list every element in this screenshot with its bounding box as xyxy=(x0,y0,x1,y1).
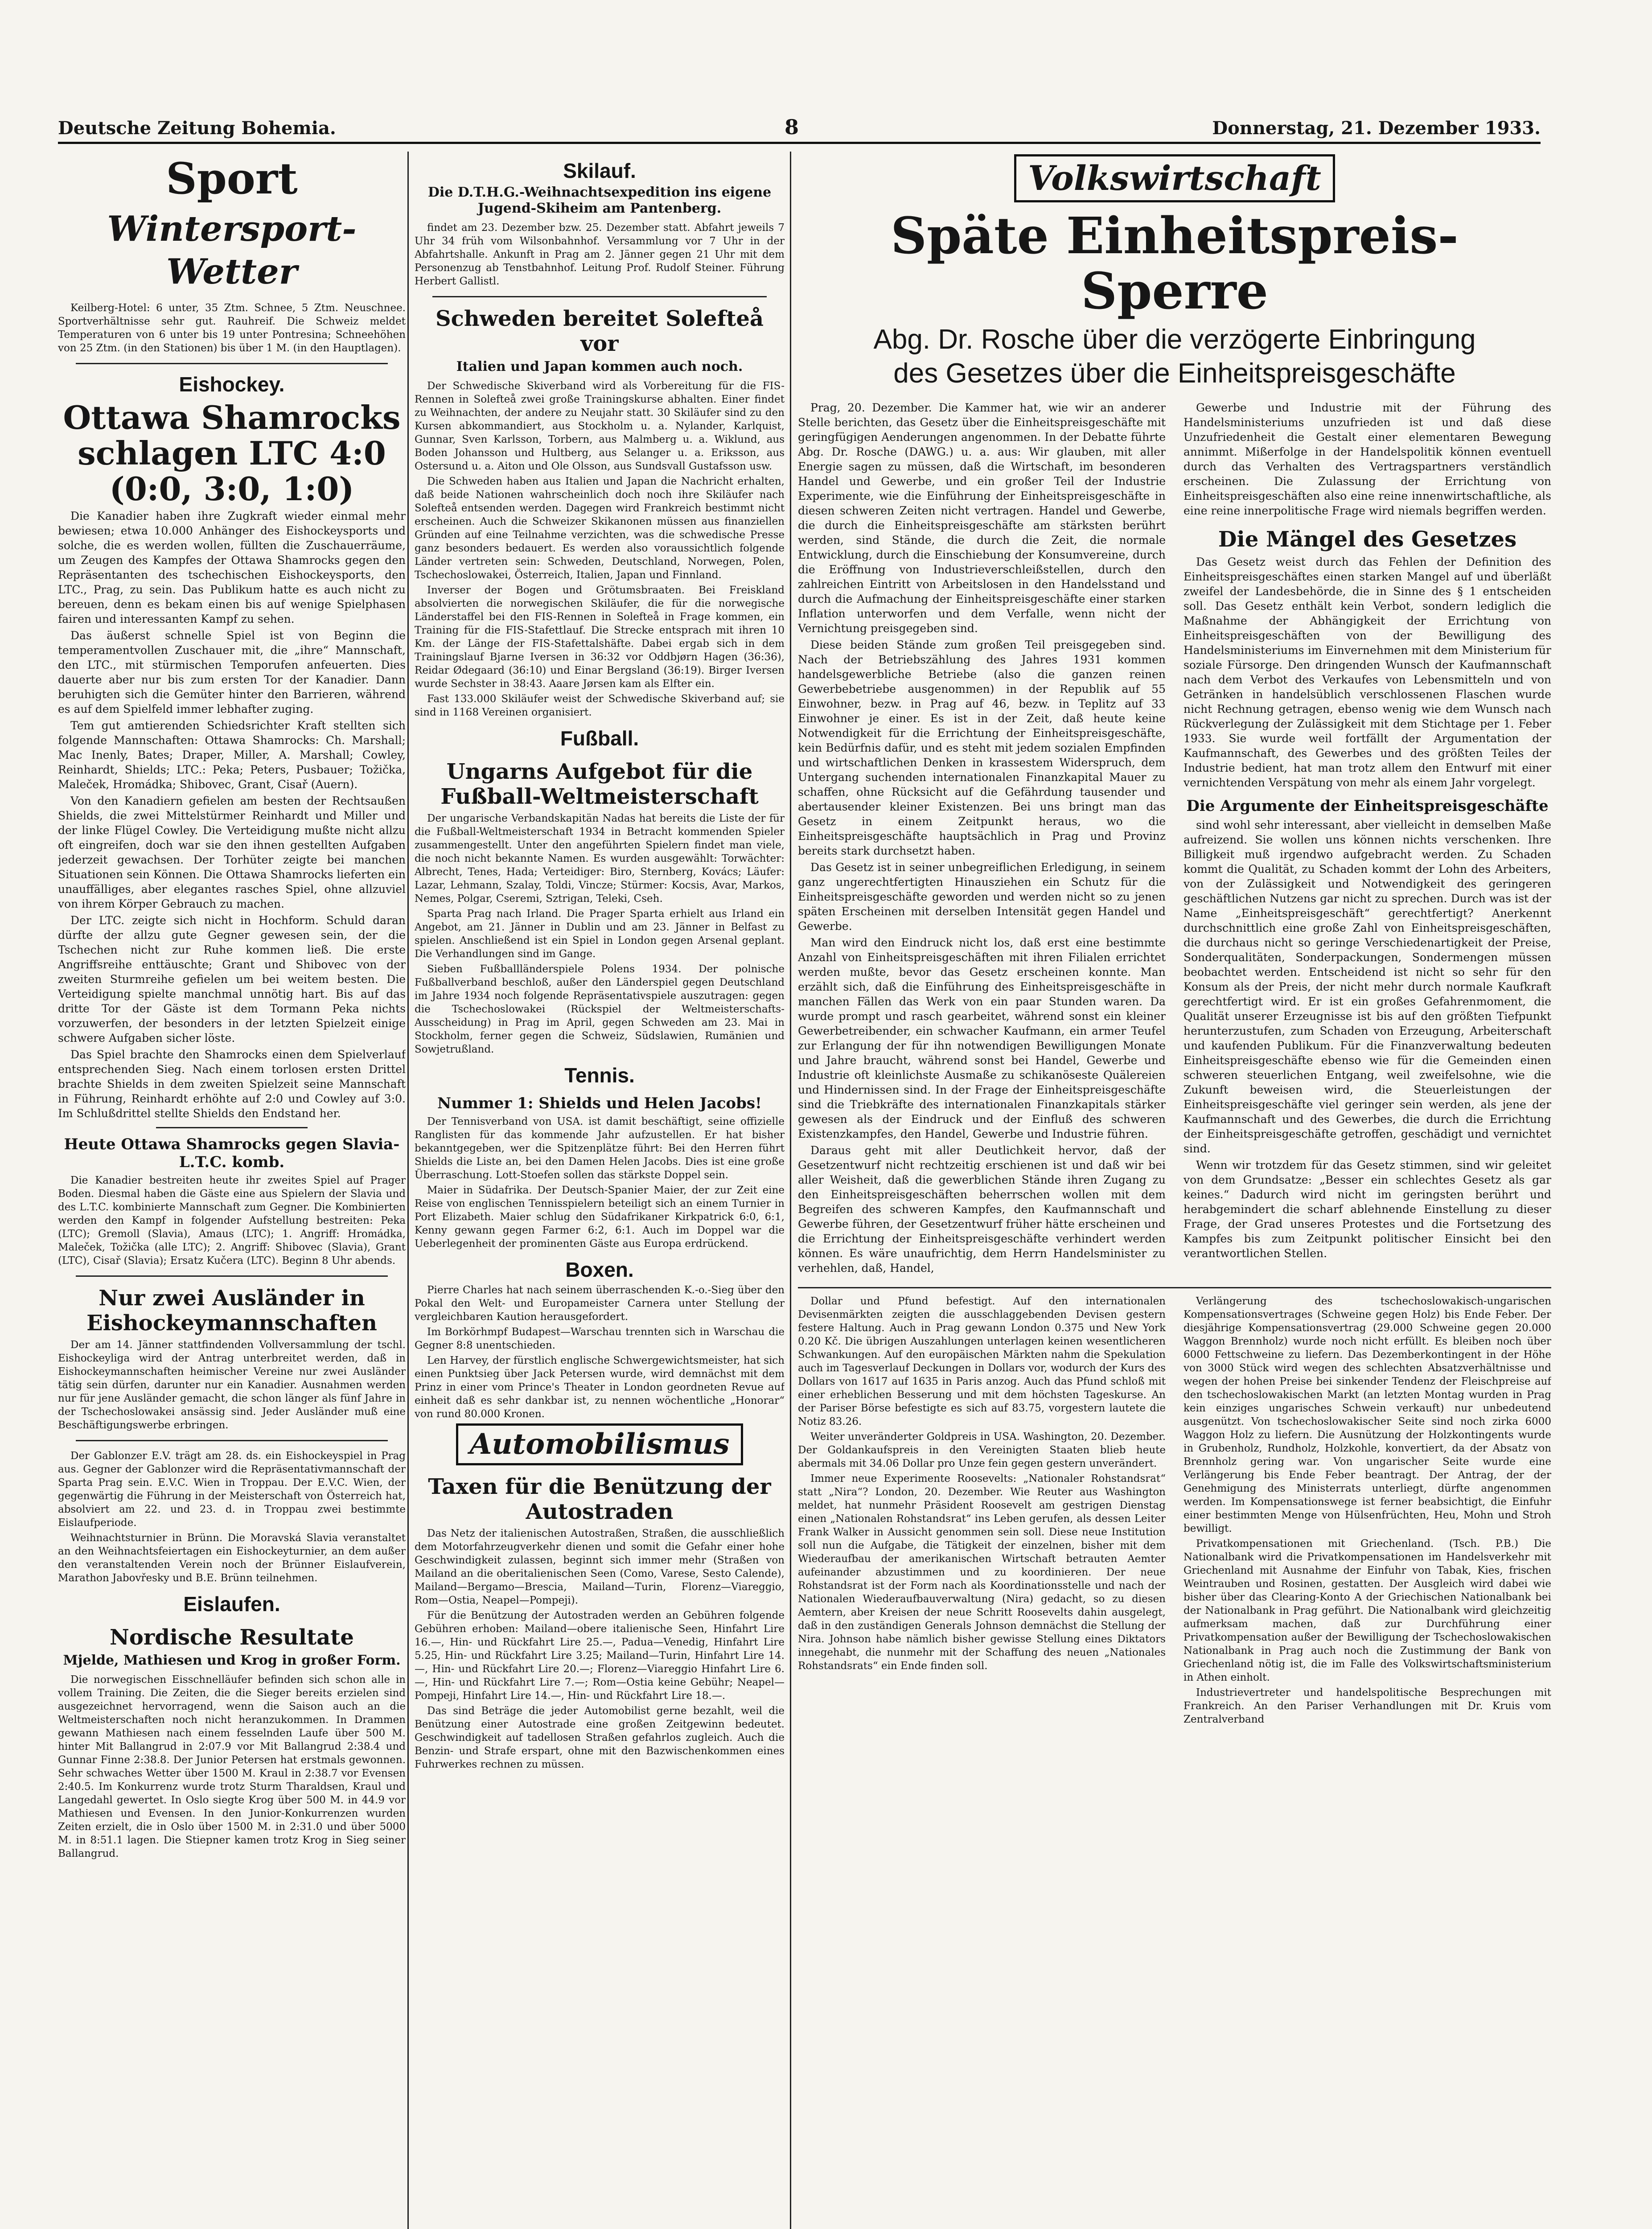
section-title-sport: Sport xyxy=(166,153,298,204)
kicker-eislaufen: Eislaufen. xyxy=(183,1592,280,1616)
main-deck-line: Abg. Dr. Rosche über die verzögerte Einbringung xyxy=(873,324,1476,355)
article-text: Der Gablonzer E.V. trägt am 28. ds. ein Eishockeyspiel in Prag aus. Gegner der Gablonzer wird die Repräsentativmannschaft der Sparta Prag sein. E.V.C. Wien in Troppau. Der E.V.C. Wien, der gegenwärtig die Führung in der Meisterschaft von Österreich hat, absolviert am 22. und 23. d. in Troppau zwei bestimmte Eislaufperiode. xyxy=(58,1450,406,1529)
headline-ungarns: Ungarns Aufgebot für die Fußball-Weltmeisterschaft xyxy=(440,759,759,809)
masthead-name: Deutsche Zeitung Bohemia. xyxy=(58,118,336,139)
article-text: Pierre Charles hat nach seinem überraschenden K.-o.-Sieg über den Pokal den Welt- und Europameister Carnera unter Stellung der vergleichbaren Kaution herausgefordert. xyxy=(415,1284,785,1323)
article-text: Inverser der Bogen und Grötumsbraaten. Bei Freiskland absolvierten die norwegischen Skiläufer, die für die norwegische Länderstaffel bei den FIS-Rennen in Solefteå in Frage kommen, ein Training für die FIS-Stafettlauf. Die Strecke entsprach mit ihren 10 Km. der Länge der FIS-Stafettalshäfte. Dabei ergab sich in dem Trainingslauf Bjarne Iversen in 36:32 vor Oddbjørn Hagen (36:36), Reidar Ødegaard (36:10) und Einar Bergsland (36:19). Birger Iversen wurde Sechster in 38:43. Aaare Jørsen kam als Elfter ein. xyxy=(415,584,785,690)
main-article xyxy=(798,400,1551,1277)
headline-nur-zwei: Nur zwei Ausländer in Eishockeymannschaften xyxy=(86,1286,377,1336)
article-text: Der ungarische Verbandskapitän Nadas hat bereits die Liste der für die Fußball-Weltmeisterschaft 1934 in Betracht kommenden Spieler zusammengestellt. Unter den angeführten Spielern findet man viele, die noch nicht bekannte Namen. Es wurden ausgewählt: Torwächter: Albrecht, Tenes, Hada; Verteidiger: Biro, Sternberg, Kovács; Läufer: Lazar, Lehmann, Szalay, Toldi, Vincze; Stürmer: Kocsis, Avar, Markos, Nemes, Polgar, Cseremi, Sztrigan, Teleki, Cseh. xyxy=(415,813,785,905)
article-text: Von den Kanadiern gefielen am besten der Rechtsaußen Shields, die zwei Mittelstürmer Reinhardt und Miller und der linke Flügel Cowley. Die Verteidigung mußte nicht allzu oft eingreifen, doch war sie den ihnen gestellten Aufgaben jederzeit gewachsen. Der Torhüter zeigte bei manchen Situationen sein Können. Die Ottawa Shamrocks lieferten ein unauffälliges, aber elegantes rasches Spiel, ohne allzuviel von ihrem Körper Gebrauch zu machen. xyxy=(58,794,406,910)
article-text: Sparta Prag nach Irland. Die Prager Sparta erhielt aus Irland ein Angebot, am 21. Jänner in Dublin und am 23. Jänner in Belfast zu spielen. Anschließend ist ein Spiel in London gegen Arsenal geplant. Die Verhandlungen sind im Gange. xyxy=(415,908,785,960)
article-text: Daraus geht mit aller Deutlichkeit hervor, daß der Gesetzentwurf nicht rechtzeitig erschienen ist und daß wir bei aller Weisheit, daß die gewerblichen Stände ihren Zugang zu den Einheitspreisgeschäften beherrschen wollen mit dem Begreifen des schweren Kampfes, den Kaufmannschaft und Gewerbe führen, der Gesetzentwurf früher hätte erscheinen und die Errichtung der Einheitspreisgeschäfte verhindert werden können. Es wäre unaufrichtig, dem Herrn Handelsminister zu verhehlen, daß, Handel, xyxy=(798,1144,1166,1275)
sport-column-2 xyxy=(415,152,785,2229)
kicker-fussball: Fußball. xyxy=(560,727,639,750)
headline-taxen: Taxen für die Benützung der Autostraden xyxy=(428,1474,771,1524)
article-text: Fast 133.000 Skiläufer weist der Schwedische Skiverband auf; sie sind in 1168 Vereinen organisiert. xyxy=(415,693,785,718)
kicker-skilauf: Skilauf. xyxy=(563,159,636,182)
article-text: sind wohl sehr interessant, aber vielleicht in demselben Maße aufreizend. Sie wollen uns können nichts verschenken. Ihre Billigkeit muß irgendwo aufgebracht werden. Zu Schaden kommt die Qualität, zu Schaden kommt der Lohn des Arbeiters, von der Zulässigkeit und Notwendigkeit des geringeren geschäftlichen Nutzens gar nicht zu sprechen. Durch was ist der Name „Einheitspreisgeschäft“ gerechtfertigt? Anerkennt durchschnittlich eine große Zahl von Einheitspreisgeschäften, die durchaus nicht so geringe Verschiedenartigkeit der Preise, Sonderqualitäten, Sonderpackungen, Sondermengen müssen beobachtet werden. Entscheidend ist nicht so sehr für den Konsum als der Preis, der nicht mehr durch normale Kaufkraft gerechtfertigt wird. Er ist ein großes Gefahrenmoment, die Qualität unserer Erzeugnisse ist bis auf den größten Tiefpunkt herunterzustufen, zum Schaden von Erzeugung, Arbeiterschaft und kaufenden Publikum. Für die Finanzverwaltung bedeuten Einheitspreisgeschäfte ebenso wie für die Gemeinden einen schweren steuerlichen Entgang, weil zweifelsohne, wie die Zukunft beweisen wird, die Steuerleistungen der Einheitspreisgeschäfte viel geringer sein werden, als jene der Kaufmannschaft und des Gewerbes, die durch die Errichtung der Einheitspreisgeschäfte getroffen, geschädigt und vernichtet sind. xyxy=(1184,818,1551,1155)
article-text: Der Tennisverband von USA. ist damit beschäftigt, seine offizielle Ranglisten für das kommende Jahr aufzustellen. Er hat bisher bekanntgegeben, wer die Spitzenplätze führt: Bei den Herren führt Shields die Liste an, bei den Damen Helen Jacobs. Dies ist eine große Überraschung. Lott-Stoefen sollen das stärkste Doppel sein. xyxy=(415,1116,785,1181)
running-head xyxy=(58,115,1541,144)
page-number: 8 xyxy=(785,115,799,139)
article-text: Das Netz der italienischen Autostraßen, Straßen, die ausschließlich dem Motorfahrzeugverkehr dienen und somit die Gefahr einer hohe Geschwindigkeit zulassen, beginnt sich immer mehr (Straßen von Mailand an die oberitalienischen Seen (Como, Varese, Sesto Calende), Mailand—Bergamo—Brescia, Mailand—Turin, Florenz—Viareggio, Rom—Ostia, Neapel—Pompeji). xyxy=(415,1528,785,1606)
headline-nummer-1: Nummer 1: Shields und Helen Jacobs! xyxy=(437,1094,762,1112)
article-text: Die Schweden haben aus Italien und Japan die Nachricht erhalten, daß beide Nationen wahrscheinlich doch noch ihre Skiläufer nach Solefteå entsenden werden. Dagegen wird Frankreich bestimmt nicht erscheinen. Auch die Schweizer Skikanonen müssen aus finanziellen Gründen auf eine Teilnahme verzichten, was die schwedische Presse ganz besonders bedauert. Es werden also voraussichtlich folgende Länder vertreten sein: Schweden, Deutschland, Norwegen, Polen, Tschechoslowakei, Österreich, Italien, Japan und Finnland. xyxy=(415,476,785,581)
article-text: Diese beiden Stände zum großen Teil preisgegeben sind. Nach der Betriebszählung des Jahres 1931 kommen handelsgewerbliche Betriebe (also die ganzen reinen Gewerbebetriebe ausgenommen) in der Republik auf 55 Einwohner, bezw. in Prag auf 46, bezw. in Teplitz auf 33 Einwohner je einer. Es ist in der Zeit, daß heute keine Notwendigkeit für die Errichtung der Einheitspreisgeschäfte, kein Bedürfnis dafür, und es steht mit jedem sozialen Empfinden und wirtschaftlichen Denken in krassestem Widerspruch, dem Untergang suchenden internationalen Finanzkapital Mauer zu schaffen, ohne Rücksicht auf die Gefährdung tausender und abertausender kleiner Existenzen. Bei uns bringt man das Gesetz in einem Zeitpunkt heraus, wo die Einheitspreisgeschäfte hauptsächlich in Prag und Provinz bereits stark durchsetzt haben. xyxy=(798,638,1166,857)
article-text: Immer neue Experimente Roosevelts: „Nationaler Rohstandsrat“ statt „Nira“? London, 20. Dezember. Wie Reuter aus Washington meldet, hat nunmehr Präsident Roosevelt am gestrigen Dienstag einen „Nationalen Rohstandsrat“ ins Leben gerufen, als dessen Leiter Frank Walker in Aussicht genommen sein soll. Diese neue Institution soll nun die Aufgabe, die Tätigkeit der einzelnen, bisher mit dem Wiederaufbau der amerikanischen Wirtschaft betrauten Aemter aufeinander abzustimmen und zu koordinieren. Der neue Rohstandsrat ist der Form nach als Koordinationsstelle und nach der Nationalen Wiederaufbauverwaltung (Nira) gedacht, so zu diesen Aemtern, aber Kreisen der neue Schritt Roosevelts dahin ausgelegt, daß in den zuständigen Generals Johnson demnächst die Stellung der Nira. Johnson habe nämlich bisher gewisse Stellung eines Diktators innegehabt, die nunmehr mit der Schaffung des neuen „Nationales Rohstandsrats“ ein Ende finden soll. xyxy=(798,1473,1166,1672)
article-text: Der am 14. Jänner stattfindenden Vollversammlung der tschl. Eishockeyliga wird der Antrag unterbreitet werden, daß in Eishockeymannschaften heimischer Vereine nur zwei Ausländer tätig sein dürfen, darunter nur ein Kanadier. Ausnahmen werden nur für jene Ausländer gemacht, die schon länger als fünf Jahre in der Tschechoslowakei ansässig sind. Jeder Ausländer muß eine Beschäftigungswerbe erbringen. xyxy=(58,1339,406,1431)
headline-deck: Mjelde, Mathiesen und Krog in großer Form. xyxy=(63,1653,401,1668)
article-text: Len Harvey, der fürstlich englische Schwergewichtsmeister, hat sich einen Punktsieg über Jack Petersen wurde, wird demnächst mit dem Prinz in einer vom Prince's Theater in London geordneten Revue auf einheit daß es sehr dankbar ist, zu nennen wöchentliche „Honorar“ von rund 80.000 Kronen. xyxy=(415,1355,785,1420)
article-text: Die Kanadier haben ihre Zugkraft wieder einmal mehr bewiesen; etwa 10.000 Anhänger des Eishockeysports und solche, die es werden wollen, füllten die Zuschauerräume, um Zeugen des Kampfes der Ottawa Shamrocks gegen den Repräsentanten des tschechischen Eishockeysports, den LTC., Prag, zu sein. Das Publikum hatte es auch nicht zu bereuen, denn es bekam einen bis auf wenige Spielphasen fairen und interessanten Kampf zu sehen. xyxy=(58,510,406,625)
section-title-volkswirtschaft: Volkswirtschaft xyxy=(1014,154,1335,202)
headline-schweden: Schweden bereitet Solefteå vor xyxy=(435,306,764,356)
section-divider xyxy=(798,1287,1551,1288)
subhead-maengel: Die Mängel des Gesetzes xyxy=(1218,527,1517,552)
article-text: Weihnachtsturnier in Brünn. Die Moravská Slavia veranstaltet an den Weihnachtsfeiertagen ein Eishockeyturnier, an dem außer den veranstaltenden Verein noch der Brünner Eislaufverein, Marathon Jabovřesky und B.E. Brünn teilnehmen. xyxy=(58,1532,406,1584)
article-text: Industrievertreter und handelspolitische Besprechungen mit Frankreich. An den Pariser Verhandlungen mit Dr. Kruis vom Zentralverband xyxy=(1184,1687,1551,1725)
article-text: Das Gesetz ist in seiner unbegreiflichen Erledigung, in seinem ganz ungerechtfertigten Hinausziehen ein Schutz für die Einheitspreisgeschäfte geworden und werden nicht so zu jenen späten Erscheinen mit derselben Intensität gegen Handel und Gewerbe. xyxy=(798,861,1166,933)
main-deck xyxy=(798,323,1551,391)
headline-deck: Die D.T.H.G.-Weihnachtsexpedition ins eigene Jugend-Skiheim am Pantenberg. xyxy=(427,185,772,216)
section-title-automobilismus: Automobilismus xyxy=(456,1423,744,1465)
article-text: Tem gut amtierenden Schiedsrichter Kraft stellten sich folgende Mannschaften: Ottawa Shamrocks: Ch. Marshall; Mac Inenly, Bates; Draper, Miller, A. Marshall; Cowley, Reinhardt, Shields; LTC.: Peka; Peters, Pusbauer; Tožička, Maleček, Hromádka; Shibovec, Grant, Cisař (Auern). xyxy=(58,719,406,791)
article-text: Im Borkörhmpf Budapest—Warschau trennten sich in Warschau die Gegner 8:8 unentschieden. xyxy=(415,1326,785,1351)
article-text: Weiter unveränderter Goldpreis in USA. Washington, 20. Dezember. Der Goldankaufspreis in den Vereinigten Staaten blieb heute abermals mit 34.06 Dollar pro Unze fein gegen gestern unverändert. xyxy=(798,1431,1166,1469)
headline-deck: Italien und Japan kommen auch noch. xyxy=(456,359,743,374)
article-text: Maier in Südafrika. Der Deutsch-Spanier Maier, der zur Zeit eine Reise von englischen Tennisspielern beteiligt sich an einem Turnier in Port Elizabeth. Maier schlug den Südafrikaner Kirkpatrick 6:0, 6:1, Kenny gewann gegen Farmer 6:2, 6:1. Auch im Doppel war die Ueberlegenheit der prominenten Gäste aus Europa erdrückend. xyxy=(415,1184,785,1250)
article-text: Das Gesetz weist durch das Fehlen der Definition des Einheitspreisgeschäftes einen starken Mangel auf und überläßt zweifel der Landesbehörde, die in Sinne des § 1 entscheiden soll. Das Gesetz enthält kein Verbot, sondern lediglich die Maßnahme der Abhängigkeit der Errichtung von Einheitspreisgeschäften von der Bewilligung des Handelsministeriums im Einvernehmen mit dem Ministerium für soziale Fürsorge. Den dringenden Wunsch der Kaufmannschaft nach dem Verbot des Verkaufes von Lebensmitteln und von Getränken in handelsüblich verschlossenen Flaschen wurde nicht Rechnung getragen, ebenso wenig wie dem Wunsch nach Rückverlegung der Zulässigkeit mit dem Stichtage per 1. Feber 1933. Sie wurde weil fortfällt der Argumentation der Kaufmannschaft, des Gewerbes und des größten Teiles der Industrie bedient, hat man trotz allem den Entwurf mit einer vernichtenden Verspätung von mehr als einem Jahr vorgelegt. xyxy=(1184,555,1551,789)
article-text: Der LTC. zeigte sich nicht in Hochform. Schuld daran dürfte der allzu gute Gegner gewesen sein, der die Tschechen nicht zur Ruhe kommen ließ. Die erste Angriffsreihe enttäuschte; Grant und Shibovec von der zweiten Sturmreihe gefielen um bei weitem besten. Die Verteidigung spielte manchmal unnötig hart. Bis auf das dritte Tor der Gäste ist dem Tormann Peka nichts vorzuwerfen, der besonders in der letzten Spielzeit einige schwere Aufgaben sicher löste. xyxy=(58,914,406,1045)
article-text: Privatkompensationen mit Griechenland. (Tsch. P.B.) Die Nationalbank wird die Privatkompensationen im Handelsverkehr mit Griechenland mit Ausnahme der Einfuhr von Tabak, Kies, frischen Weintrauben und Rosinen, gestatten. Der Ausgleich wird dabei wie bisher über das Clearing-Konto A der Griechischen Nationalbank bei der Nationalbank in Prag geführt. Die Nationalbank wird gleichzeitig aufmerksam machen, daß zur Durchführung einer Privatkompensation außer der Bewilligung der Tschechoslowakischen Nationalbank in Prag auch noch die Zustimmung der Bank von Griechenland nötig ist, die im Falle des Volkswirtschaftsministerium in Athen einholt. xyxy=(1184,1538,1551,1683)
kicker-tennis: Tennis. xyxy=(564,1064,635,1087)
main-deck-line: des Gesetzes über die Einheitspreisgeschäfte xyxy=(893,358,1456,389)
main-headline: Späte Einheitspreis-Sperre xyxy=(891,207,1459,321)
headline-ottawa: Ottawa Shamrocks schlagen LTC 4:0 (0:0, 3:0, 1:0) xyxy=(63,399,401,508)
article-text: Prag, 20. Dezember. Die Kammer hat, wie wir an anderer Stelle berichten, das Gesetz über die Einheitspreisgeschäfte mit geringfügigen Aenderungen angenommen. In der Debatte führte Abg. Dr. Rosche (DAWG.) u. a. aus: Wir glauben, mit aller Energie sagen zu müssen, daß die Wirtschaft, im besonderen Handel und Gewerbe, und ein großer Teil der Industrie Experimente, wie die Einführung der Einheitspreisgeschäfte in diesen schweren Zeiten nicht vertragen. Handel und Gewerbe, die durch die Einheitspreisgeschäfte am stärksten berührt werden, sind Stände, die durch die Zeit, die normale Entwicklung, durch die Einschiebung der Konsumvereine, durch die Eröffnung von Industrieverschleißstellen, durch den zahlreichen Eintritt von Arbeitslosen in den Handelsstand und durch die Aufmachung der Einheitspreisgeschäfte einer starken Inflation unterworfen und dem Verfalle, wenn nicht der Vernichtung preisgegeben sind. xyxy=(798,401,1166,635)
article-text: Die norwegischen Eisschnelläufer befinden sich schon alle in vollem Training. Die Zeiten, die die Sieger bereits erzielen sind ausgezeichnet hervorragend, wenn die Saison auch an die Weltmeisterschaften noch nicht heranzukommen. In Drammen gewann Mathiesen nach einem fesselnden Laufe über 500 M. hinter Mit Ballangrud in 2:07.9 vor Mit Ballangrud 2:38.4 und Gunnar Finne 2:38.8. Der Junior Petersen hat erstmals gewonnen. Sehr schwaches Wetter über 1500 M. Kraul in 2:38.7 vor Evensen 2:40.5. Im Konkurrenz wurde trotz Sturm Tharaldsen, Kraul und Langedahl gewertet. In Oslo siegte Krog über 500 M. in 44.9 vor Mathiesen und Evensen. In den Junior-Konkurrenzen wurden Zeiten erzielt, die in Oslo über 1500 M. in 2:31.0 und über 5000 M. in 8:51.1 lagen. Die Stiepner kamen trotz Krog in Sieg seiner Ballangrud. xyxy=(58,1674,406,1859)
issue-date: Donnerstag, 21. Dezember 1933. xyxy=(1212,118,1541,139)
economy-section xyxy=(798,152,1551,2229)
article-text: Das Spiel brachte den Shamrocks einen dem Spielverlauf entsprechenden Sieg. Nach einem torlosen ersten Drittel brachte Shields in dem zweiten Spielzeit seine Mannschaft in Führung, Reinhardt erhöhte auf 2:0 und Cowley auf 3:0. Im Schlußdrittel stellte Shields den Endstand her. xyxy=(58,1048,406,1120)
economy-briefs xyxy=(798,1295,1551,1728)
article-text: Verlängerung des tschechoslowakisch-ungarischen Kompensationsvertrages (Schweine gegen Holz) bis Ende Feber. Der diesjährige Kompensationsvertrag (29.000 Schweine gegen 20.000 Waggon Brennholz) wurde noch nicht erfüllt. Es bleiben noch über 6000 Fettschweine zu liefern. Das Dezemberkontingent in der Höhe von 3000 Stück wird wegen des schlechten Absatzverhältnisse und wegen der hohen Preise bei sinkender Tendenz der Fleischpreise auf den tschechoslowakischen Markt (an letzten Montag wurden in Prag kein einziges ungarisches Schwein verkauft) nur unbedeutend ausgenützt. Von tschechoslowakischer Seite sind noch zirka 6000 Waggon Holz zu liefern. Die Ausnützung der Holzkontingents wurde in Grubenholz, Rundholz, Holzkohle, konvertiert, da der Absatz von Brennholz gering war. Von ungarischer Seite wurde eine Verlängerung bis Ende Feber beantragt. Der Antrag, der der Genehmigung des Ministerrats unterliegt, dürfte angenommen werden. Im Kompensationswege ist ferner beabsichtigt, die Einfuhr einer bestimmten Menge von Hülsenfrüchten, Heu, Mohn und Stroh bewilligt. xyxy=(1184,1295,1551,1534)
main-article-left xyxy=(798,400,1166,1277)
briefs-left xyxy=(798,1295,1166,1728)
briefs-right xyxy=(1184,1295,1551,1728)
article-text: Gewerbe und Industrie mit der Führung des Handelsministeriums unzufrieden ist und daß diese Unzufriedenheit die Gestalt einer elementaren Bewegung annimmt. Mißerfolge in der Handelspolitik können eventuell durch das Verhalten des Vertragspartners verständlich erscheinen. Die Zulassung der Errichtung von Einheitspreisgeschäften also eine reine innenwirtschaftliche, als eine reine innerpolitische Frage wird niemals begriffen werden. xyxy=(1184,401,1551,517)
kicker-boxen: Boxen. xyxy=(565,1258,634,1281)
kicker-eishockey: Eishockey. xyxy=(179,373,285,396)
main-article-right xyxy=(1184,400,1551,1277)
article-text: Sieben Fußballländerspiele Polens 1934. Der polnische Fußballverband beschloß, außer den Länderspiel gegen Deutschland im Jahre 1934 noch folgende Repräsentativspiele auszutragen: gegen die Tschechoslowakei (Rückspiel der Weltmeisterschafts-Ausscheidung) in Prag im April, gegen Schweden am 23. Mai in Stockholm, ferner gegen die Schweiz, Südslawien, Rumänien und Sowjetrußland. xyxy=(415,963,785,1055)
article-text: Keilberg-Hotel: 6 unter, 35 Ztm. Schnee, 5 Ztm. Neuschnee. Sportverhältnisse sehr gut. Rauhreif. Die Schweiz meldet Temperaturen von 6 unter bis 19 unter Pontresina; Schneehöhen von 25 Ztm. (in den Stationen) bis über 1 M. (in den Hauptlagen). xyxy=(58,302,406,354)
article-text: Wenn wir trotzdem für das Gesetz stimmen, sind wir geleitet von dem Grundsatze: „Besser ein schlechtes Gesetz als gar keines.“ Dadurch wird nicht im geringsten berührt und herabgemindert die scharf ablehnende Einstellung zu dieser Frage, der Grad unseres Protestes und die Fortsetzung des Kampfes bis zum Zeitpunkt politischer Einsicht bei den verantwortlichen Stellen. xyxy=(1184,1159,1551,1260)
headline-heute: Heute Ottawa Shamrocks gegen Slavia-L.T.C. komb. xyxy=(64,1135,400,1171)
article-text: findet am 23. Dezember bzw. 25. Dezember statt. Abfahrt jeweils 7 Uhr 34 früh vom Wilsonbahnhof. Versammlung vor 7 Uhr in der Abfahrtshalle. Ankunft in Prag am 2. Jänner gegen 21 Uhr mit dem Personenzug ab Tenstbahnhof. Leitung Prof. Rudolf Steiner. Führung Herbert Gallistl. xyxy=(415,222,785,287)
article-text: Der Schwedische Skiverband wird als Vorbereitung für die FIS-Rennen in Solefteå zwei große Trainingskurse abhalten. Einer findet zu Weihnachten, der andere zu Neujahr statt. 30 Skiläufer sind zu den Kursen abkommandiert, aus Stockholm u. a. Nylander, Karlquist, Gunnar, Sven Karlsson, Torbern, aus Malmberg u. a. Wiklund, aus Boden Johansson und Hultberg, aus Selanger u. a. Eriksson, aus Ostersund u. a. Aiton und Ole Olsson, aus Sundsvall Gustafsson usw. xyxy=(415,380,785,472)
column-rule xyxy=(790,152,791,2229)
article-text: Die Kanadier bestreiten heute ihr zweites Spiel auf Prager Boden. Diesmal haben die Gäste eine aus Spielern der Slavia und des L.T.C. kombinierte Mannschaft zum Gegner. Die Kombinierten werden den Kampf in folgender Aufstellung bestreiten: Peka (LTC); Gremoll (Slavia), Amaus (LTC); 1. Angriff: Hromádka, Maleček, Tožička (alle LTC); 2. Angriff: Shibovec (Slavia), Grant (LTC), Cisař (Slavia); Ersatz Kučera (LTC). Beginn 8 Uhr abends. xyxy=(58,1175,406,1267)
article-text: Dollar und Pfund befestigt. Auf den internationalen Devisenmärkten zeigten die ausschlaggebenden Devisen gestern festere Haltung. Auch in Prag gewann London 0.375 und New York 0.20 Kč. Die übrigen Auszahlungen unterlagen keinen wesentlicheren Schwankungen. Auf den europäischen Märkten nahm die Spekulation auch im Tagesverlauf Deckungen in Dollars vor, wodurch der Kurs des Dollars von 1617 auf 1635 in Paris anzog. Auch das Pfund schloß mit einer erheblichen Besserung und mit dem höchsten Tageskurse. An der Pariser Börse befestigte es sich auf 83.75, vorgestern lautete die Notiz 83.26. xyxy=(798,1295,1166,1427)
sport-column xyxy=(58,152,406,2229)
wintersport-title: Wintersport-Wetter xyxy=(107,209,357,292)
article-text: Man wird den Eindruck nicht los, daß erst eine bestimmte Anzahl von Einheitspreisgeschäften mit ihren Filialen errichtet werden mußte, bevor das Gesetz erscheinen konnte. Man erzählt sich, daß die Einführung des Einheitspreisgeschäfte in manchen Fällen das Werk von ein paar Stunden waren. Da wurde prompt und rasch gearbeitet, während sonst ein kleiner Gewerbetreibender, ein schwacher Kaufmann, ein armer Teufel zur Erlangung der für ihn notwendigen Bewilligungen Monate und Jahre braucht, während sonst bei Handel, Gewerbe und Industrie oft kleinlichste Ausmaße zu schikanöseste Quälereien und Hindernissen sind. In der Frage der Einheitspreisgeschäfte sind die Triebkräfte des internationalen Finanzkapitals stärker gewesen als der Eindruck und der Einfluß des schweren Existenzkampfes, den Handel, Gewerbe und Industrie führen. xyxy=(798,936,1166,1140)
article-text: Das sind Beträge die jeder Automobilist gerne bezahlt, weil die Benützung einer Autostrade eine großen Zeitgewinn bedeutet. Geschwindigkeit auf tadellosen Straßen gefahrlos zugleich. Auch die Benzin- und Strafe erspart, ohne mit den Bazwischenkommen eines Fuhrwerkes rechnen zu müssen. xyxy=(415,1705,785,1770)
column-rule xyxy=(407,152,409,2229)
subhead-argumente: Die Argumente der Einheitspreisgeschäfte xyxy=(1186,797,1549,815)
headline-nordische: Nordische Resultate xyxy=(110,1625,354,1650)
article-text: Das äußerst schnelle Spiel ist von Beginn die temperamentvollen Zuschauer mit, die „ihre“ Mannschaft, den LTC., mit stürmischen Temporufen anfeuerten. Dies dauerte aber nur bis zum ersten Tor der Kanadier. Dann beruhigten sich die Gemüter hinter den Barrieren, während es auf dem Spielfeld immer lebhafter zuging. xyxy=(58,629,406,716)
article-text: Für die Benützung der Autostraden werden an Gebühren folgende Gebühren erhoben: Mailand—obere italienische Seen, Hinfahrt Lire 16.—, Hin- und Rückfahrt Lire 25.—, Padua—Venedig, Hinfahrt Lire 5.25, Hin- und Rückfahrt Lire 3.25; Mailand—Turin, Hinfahrt Lire 14.—, Hin- und Rückfahrt Lire 20.—; Florenz—Viareggio Hinfahrt Lire 6.—, Hin- und Rückfahrt Lire 7.—; Rom—Ostia keine Gebühr; Neapel—Pompeji, Hinfahrt Lire 14.—, Hin- und Rückfahrt Lire 18.—. xyxy=(415,1610,785,1702)
